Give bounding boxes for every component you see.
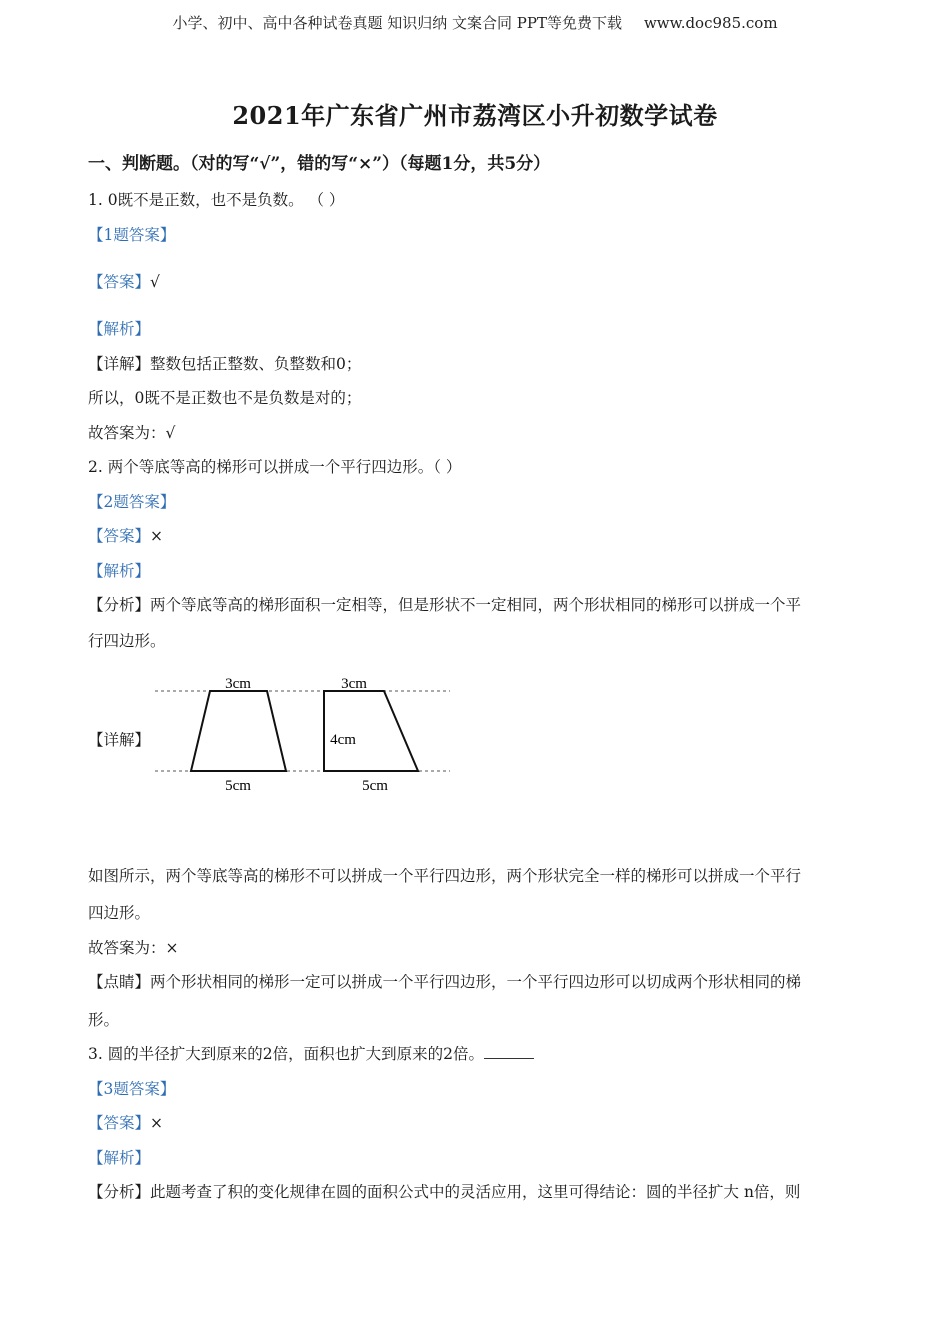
q3-fenxi <box>88 1182 800 1202</box>
q2-detail-label: 【详解】 <box>88 731 151 749</box>
fenxi-text: 此题考查了积的变化规律在圆的面积公式中的灵活应用，这里可得结论：圆的半径扩大 n倍，则 <box>150 1183 801 1201</box>
right-height-label: 4cm <box>330 732 356 748</box>
q2-dianjing <box>88 972 801 992</box>
q3-answer <box>88 1113 163 1133</box>
trapezoid-left <box>191 691 286 771</box>
page-header <box>0 12 950 33</box>
answer-label: 【答案】 <box>88 273 151 291</box>
answer-value: √ <box>150 273 160 291</box>
dianjing-text: 两个形状相同的梯形一定可以拼成一个平行四边形，一个平行四边形可以切成两个形状相同的梯 <box>150 973 802 991</box>
header-url[interactable]: www.doc985.com <box>643 14 778 32</box>
answer-value: × <box>150 1114 164 1132</box>
q1-detail <box>88 354 361 374</box>
q1-analysis-label: 【解析】 <box>88 320 151 338</box>
answer-value: × <box>150 527 164 545</box>
q3-analysis-label: 【解析】 <box>88 1149 151 1167</box>
q2-answer-header: 【2题答案】 <box>88 493 176 511</box>
fenxi-text: 两个等底等高的梯形面积一定相等，但是形状不一定相同，两个形状相同的梯形可以拼成一个平 <box>150 596 802 614</box>
fenxi-label: 【分析】 <box>88 1183 151 1201</box>
q2-fenxi <box>88 595 801 615</box>
detail-text: 整数包括正整数、负整数和0； <box>150 355 362 373</box>
q2-analysis-label: 【解析】 <box>88 562 151 580</box>
q2-conclusion: 故答案为：× <box>88 939 179 957</box>
question-1: 1. 0既不是正数，也不是负数。 （ ） <box>88 191 345 209</box>
q1-answer-header: 【1题答案】 <box>88 226 176 244</box>
section-heading: 一、判断题。（对的写“√”，错的写“×”）（每题1分，共5分） <box>88 154 551 174</box>
question-2: 2. 两个等底等高的梯形可以拼成一个平行四边形。（ ） <box>88 458 462 476</box>
q1-conclusion: 故答案为：√ <box>88 424 176 442</box>
trapezoid-right <box>324 691 418 771</box>
detail-label: 【详解】 <box>88 355 151 373</box>
q3-answer-header: 【3题答案】 <box>88 1080 176 1098</box>
q1-detail-line2: 所以，0既不是正数也不是负数是对的； <box>88 389 362 407</box>
right-top-label: 3cm <box>341 676 367 692</box>
answer-label: 【答案】 <box>88 1114 151 1132</box>
q2-explain-line2: 四边形。 <box>88 904 151 922</box>
q2-answer <box>88 526 163 546</box>
fenxi-label: 【分析】 <box>88 596 151 614</box>
q2-fenxi-line2: 行四边形。 <box>88 632 166 650</box>
question-3 <box>88 1044 534 1064</box>
q1-answer <box>88 272 160 292</box>
dianjing-label: 【点睛】 <box>88 973 151 991</box>
header-text: 小学、初中、高中各种试卷真题 知识归纳 文案合同 PPT等免费下载 <box>172 14 622 32</box>
answer-blank <box>484 1044 534 1059</box>
q2-explain: 如图所示，两个等底等高的梯形不可以拼成一个平行四边形，两个形状完全一样的梯形可以拼成一个平行 <box>88 867 802 885</box>
answer-label: 【答案】 <box>88 527 151 545</box>
left-bottom-label: 5cm <box>225 778 251 794</box>
trapezoid-figure <box>150 668 460 798</box>
question-3-text: 3. 圆的半径扩大到原来的2倍，面积也扩大到原来的2倍。 <box>88 1045 484 1063</box>
right-bottom-label: 5cm <box>362 778 388 794</box>
q2-dianjing-line2: 形。 <box>88 1011 120 1029</box>
page-title: 2021年广东省广州市荔湾区小升初数学试卷 <box>232 101 718 130</box>
left-top-label: 3cm <box>225 676 251 692</box>
